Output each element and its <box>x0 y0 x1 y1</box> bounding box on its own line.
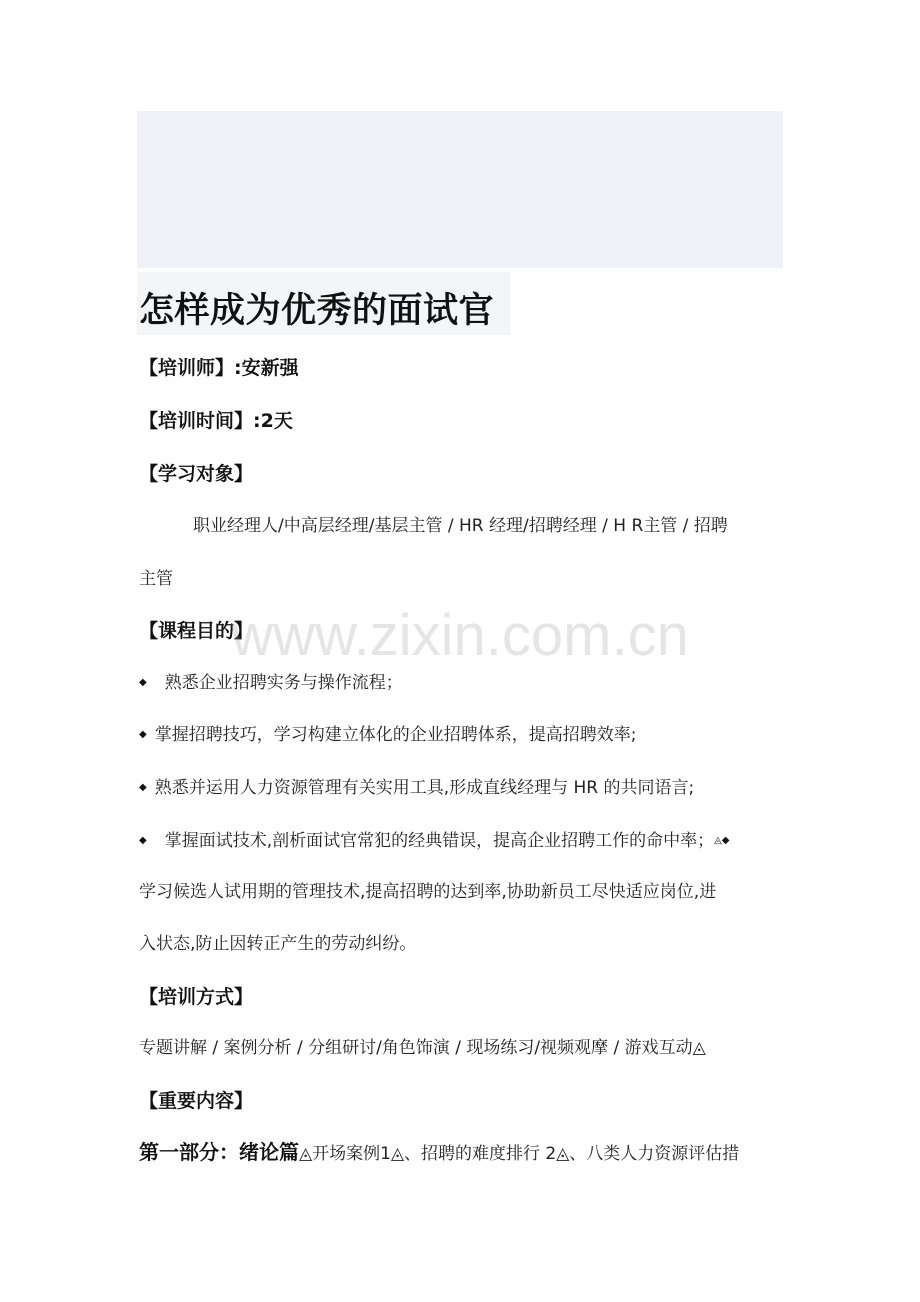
part1-text: ◬开场案例1◬、招聘的难度排行 2◬、八类人力资源评估措 <box>299 1144 740 1164</box>
methods-heading: 【培训方式】 <box>139 986 254 1008</box>
objective-text: 熟悉企业招聘实务与操作流程； <box>164 673 403 693</box>
audience-heading: 【学习对象】 <box>139 463 254 485</box>
objective-tail-mark: ◬◆ <box>714 835 730 846</box>
objective-item <box>139 723 636 747</box>
audience-text-line1: 职业经理人/中高层经理/基层主管 / HR 经理/招聘经理 / H R主管 / 招聘 <box>193 516 728 536</box>
content-heading: 【重要内容】 <box>139 1090 254 1112</box>
objective-continuation-line2: 入状态,防止因转正产生的劳动纠纷。 <box>139 934 417 954</box>
header-band <box>137 111 783 268</box>
objective-text: 掌握招聘技巧，学习构建立体化的企业招聘体系，提高招聘效率; <box>154 725 637 745</box>
audience-text-line2: 主管 <box>139 569 173 589</box>
methods-text: 专题讲解 / 案例分析 / 分组研讨/角色饰演 / 现场练习/视频观摩 / 游戏互动◬ <box>139 1038 706 1058</box>
objective-item <box>139 829 730 853</box>
trainer-line: 【培训师】:安新强 <box>139 357 299 379</box>
objective-item <box>139 671 403 695</box>
part1-title: 第一部分：绪论篇 <box>139 1140 299 1164</box>
bullet-diamond-icon: ◆ <box>139 677 147 688</box>
objective-text: 掌握面试技术,剖析面试官常犯的经典错误，提高企业招聘工作的命中率； <box>164 831 715 851</box>
objective-text: 熟悉并运用人力资源管理有关实用工具,形成直线经理与 HR 的共同语言; <box>154 778 695 798</box>
duration-line: 【培训时间】:2天 <box>139 410 293 432</box>
bullet-diamond-icon: ◆ <box>139 729 147 740</box>
objective-continuation-line1: 学习候选人试用期的管理技术,提高招聘的达到率,协助新员工尽快适应岗位,进 <box>139 882 717 902</box>
watermark: www.zixin.com.cn <box>231 603 689 668</box>
bullet-diamond-icon: ◆ <box>139 782 147 793</box>
part1-line <box>139 1140 739 1166</box>
objective-item <box>139 776 694 800</box>
bullet-diamond-icon: ◆ <box>139 835 147 846</box>
objectives-heading: 【课程目的】 <box>139 620 254 642</box>
document-title: 怎样成为优秀的面试官 <box>139 291 495 331</box>
